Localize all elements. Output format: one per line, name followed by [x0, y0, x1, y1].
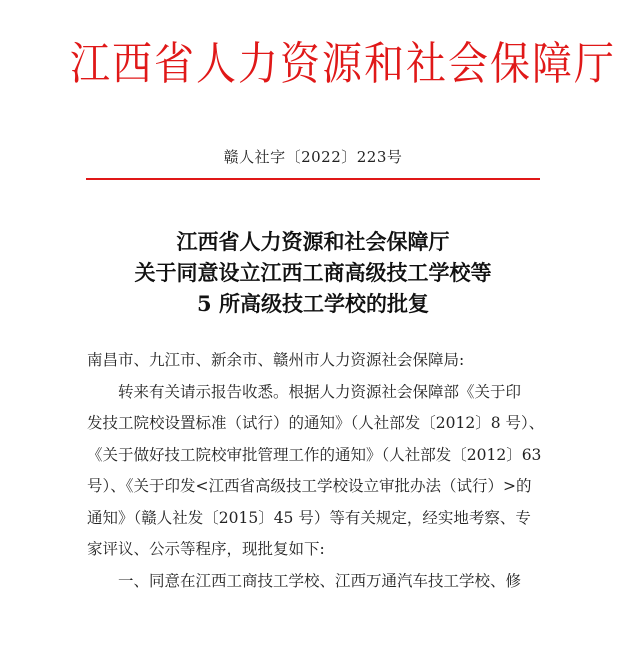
body-line-1: 转来有关请示报告收悉。根据人力资源社会保障部《关于印 — [118, 382, 522, 401]
document-title — [0, 226, 626, 319]
body-line-5: 通知》（赣人社发〔2015〕45 号）等有关规定，经实地考察、专 — [87, 508, 531, 527]
body-line-3: 《关于做好技工院校审批管理工作的通知》（人社部发〔2012〕63 — [87, 445, 542, 464]
document-number: 赣人社字〔2022〕223号 — [223, 148, 403, 166]
title-line-2: 关于同意设立江西工商高级技工学校等 — [134, 260, 492, 285]
document-body — [87, 345, 547, 597]
body-line-4: 号）、《关于印发<江西省高级技工学校设立审批办法（试行）>的 — [87, 477, 532, 495]
body-line-7: 一、同意在江西工商技工学校、江西万通汽车技工学校、修 — [118, 571, 522, 590]
body-line-2: 发技工院校设置标准（试行）的通知》（人社部发〔2012〕8 号）、 — [87, 414, 545, 432]
title-line-3: 5 所高级技工学校的批复 — [197, 291, 429, 316]
agency-header: 江西省人力资源和社会保障厅 — [70, 38, 616, 90]
body-line-6: 家评议、公示等程序，现批复如下: — [87, 540, 325, 558]
title-line-1: 江西省人力资源和社会保障厅 — [176, 229, 450, 254]
addressee-line: 南昌市、九江市、新余市、赣州市人力资源社会保障局: — [87, 351, 465, 369]
red-separator-rule — [86, 178, 540, 180]
